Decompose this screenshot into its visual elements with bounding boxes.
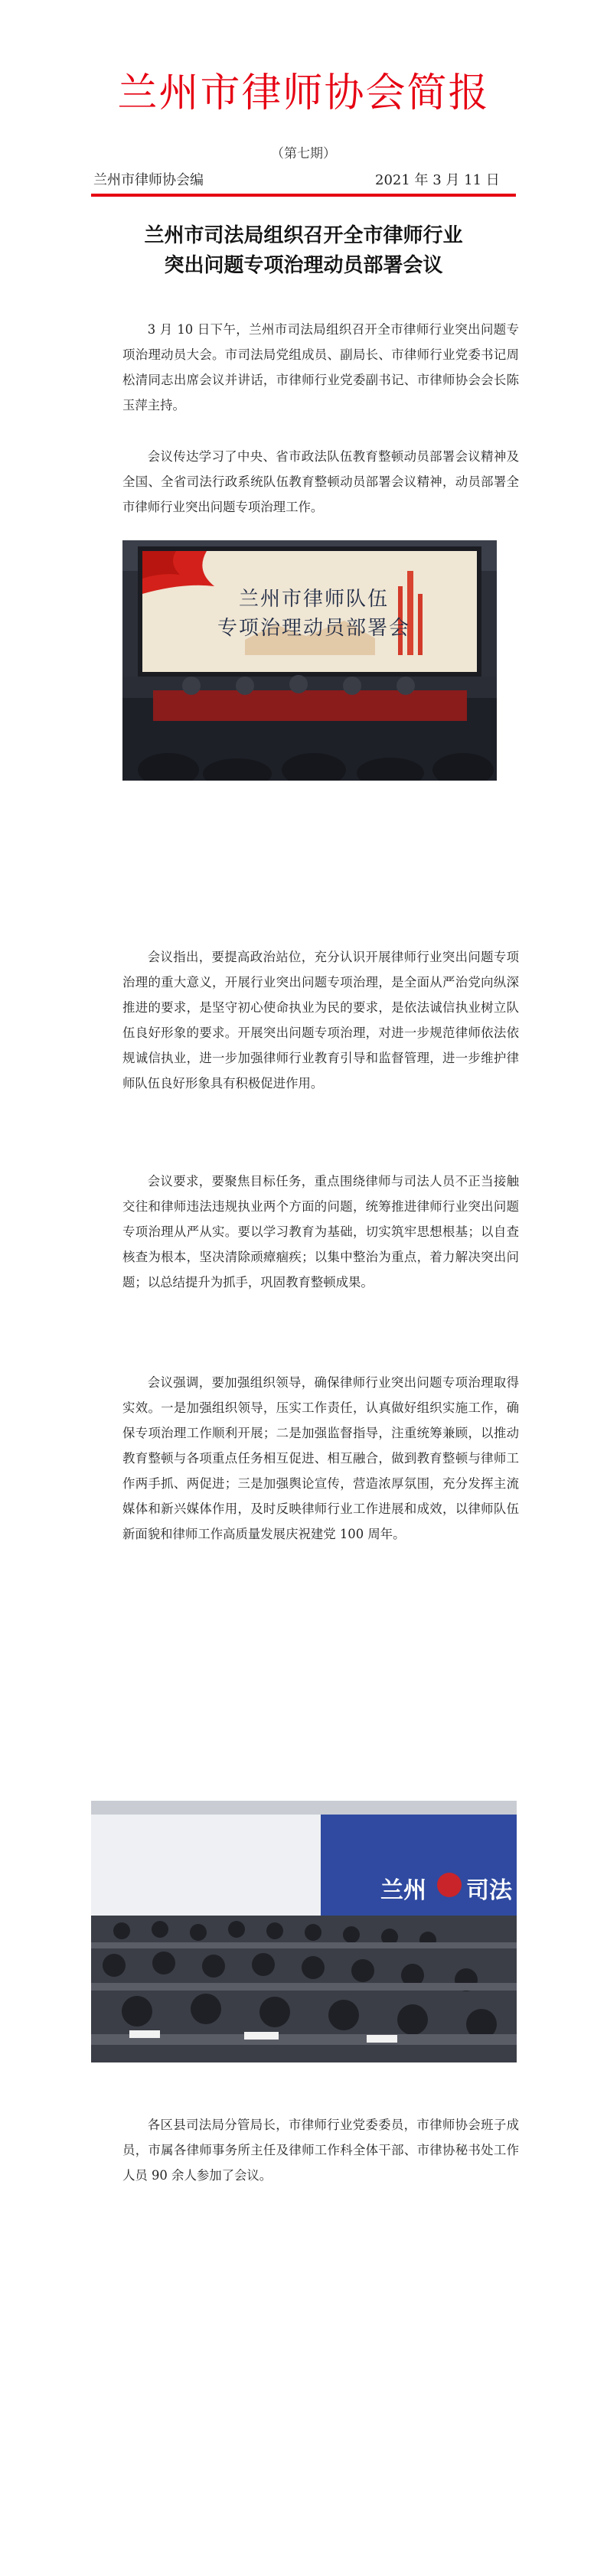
meeting-stage-photo — [122, 540, 497, 781]
meeting-audience-photo — [91, 1801, 517, 2062]
article-paragraph-4: 会议要求，要聚焦目标任务，重点围绕律师与司法人员不正当接触交往和律师违法违规执业两个方面的问题，统筹推进律师行业突出问题专项治理从严从实。要以学习教育为基础，切实筑牢思想根基；以自查核查为根本，坚决清除顽瘴痼疾；以集中整治为重点，着力解决突出问题；以总结提升为抓手，巩固教育整顿成果。 — [122, 1174, 519, 1290]
screen-banner-line-1: 兰州市律师队伍 — [238, 588, 389, 611]
article-paragraph-6: 各区县司法局分管局长，市律师行业党委委员，市律师协会班子成员，市属各律师事务所主任及律师工作科全体干部、市律协秘书处工作人员 90 余人参加了会议。 — [122, 2118, 519, 2183]
article-title-line-2: 突出问题专项治理动员部署会议 — [164, 254, 443, 277]
wall-sign-left: 兰州 — [380, 1877, 426, 1904]
wall-sign-right: 司法 — [466, 1877, 512, 1904]
article-paragraph-2: 会议传达学习了中央、省市政法队伍教育整顿动员部署会议精神及全国、全省司法行政系统队伍教育整顿动员部署会议精神，动员部署全市律师行业突出问题专项治理工作。 — [122, 449, 519, 514]
publish-date: 2021 年 3 月 11 日 — [375, 172, 500, 188]
article-paragraph-5: 会议强调，要加强组织领导，确保律师行业突出问题专项治理取得实效。一是加强组织领导，压实工作责任，认真做好组织实施工作，确保专项治理工作顺利开展；二是加强监督指导，注重统筹兼顾，以推动教育整顿与各项重点任务相互促进、相互融合，做到教育整顿与律师工作两手抓、两促进；三是加强舆论宣传，营造浓厚氛围，充分发挥主流媒体和新兴媒体作用，及时反映律师行业工作进展和成效，以律师队伍新面貌和律师工作高质量发展庆祝建党 100 周年。 — [122, 1375, 519, 1541]
article-paragraph-3: 会议指出，要提高政治站位，充分认识开展律师行业突出问题专项治理的重大意义，开展行业突出问题专项治理，是全面从严治党向纵深推进的要求，是坚守初心使命执业为民的要求，是依法诚信执业树立队伍良好形象的要求。开展突出问题专项治理，对进一步规范律师依法依规诚信执业，进一步加强律师行业教育引导和监督管理，进一步维护律师队伍良好形象具有积极促进作用。 — [122, 950, 519, 1091]
newsletter-masthead: 兰州市律师协会简报 — [117, 70, 490, 116]
screen-banner-line-2: 专项治理动员部署会 — [217, 617, 410, 640]
header-divider — [91, 194, 516, 197]
article-title-line-1: 兰州市司法局组织召开全市律师行业 — [144, 224, 463, 247]
article-paragraph-1: 3 月 10 日下午，兰州市司法局组织召开全市律师行业突出问题专项治理动员大会。市司法局党组成员、副局长、市律师行业党委书记周松清同志出席会议并讲话，市律师行业党委副书记、市律师协会会长陈玉萍主持。 — [122, 322, 519, 412]
editor-line: 兰州市律师协会编 — [93, 172, 204, 188]
issue-number: （第七期） — [271, 146, 336, 161]
